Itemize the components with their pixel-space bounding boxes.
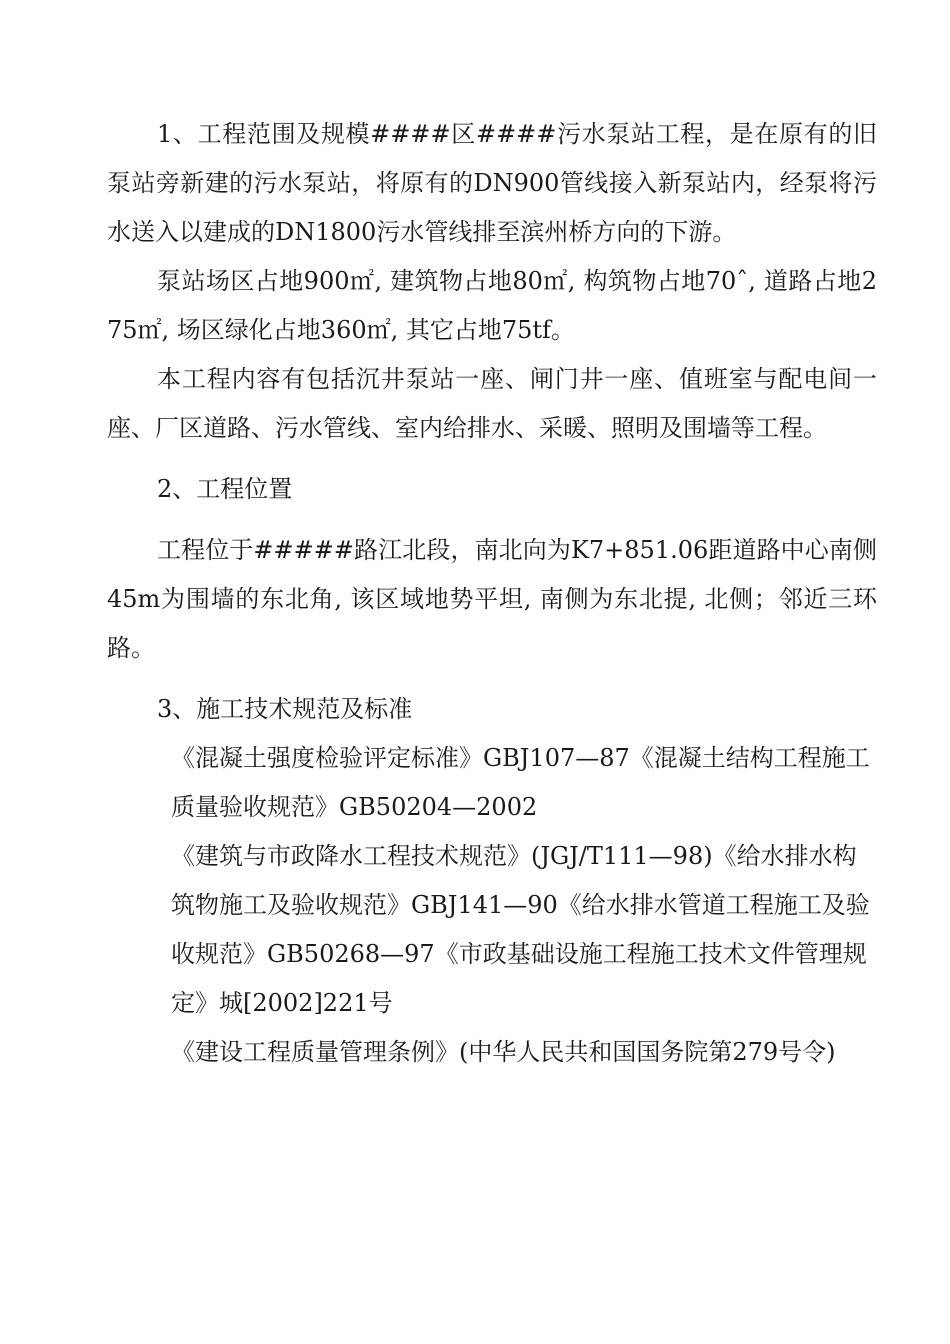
- location-heading: 2、工程位置: [157, 475, 293, 503]
- content-paragraph: 本工程内容有包括沉井泵站一座、闸门井一座、值班室与配电间一座、厂区道路、污水管线、室内给排水、采暖、照明及围墙等工程。: [107, 365, 877, 442]
- area-paragraph: 泵站场区占地900㎡, 建筑物占地80㎡, 构筑物占地70ˆ, 道路占地275㎡, 场区绿化占地360㎡, 其它占地75tf。: [107, 267, 877, 344]
- standards-heading: 3、施工技术规范及标准: [157, 695, 413, 723]
- standard-ref-3: 《建设工程质量管理条例》(中华人民共和国国务院第279号令): [171, 1038, 836, 1066]
- location-paragraph: 工程位于#####路江北段，南北向为K7+851.06距道路中心南侧45m为围墙的东北角, 该区域地势平坦, 南侧为东北提, 北侧；邻近三环路。: [107, 536, 877, 662]
- scope-paragraph: 1、工程范围及规模####区####污水泵站工程，是在原有的旧泵站旁新建的污水泵站，将原有的DN900管线接入新泵站内，经泵将污水送入以建成的DN1800污水管线排至滨州桥方向的下游。: [107, 120, 877, 246]
- standard-ref-1: 《混凝土强度检验评定标准》GBJ107—87《混凝土结构工程施工质量验收规范》GB50204—2002: [171, 744, 870, 821]
- standard-ref-2: 《建筑与市政降水工程技术规范》(JGJ/T111—98)《给水排水构筑物施工及验收规范》GBJ141—90《给水排水管道工程施工及验收规范》GB50268—97《市政基础设施工程施工技术文件管理规定》城[2002]221号: [171, 842, 870, 1017]
- document-page: [107, 110, 877, 1077]
